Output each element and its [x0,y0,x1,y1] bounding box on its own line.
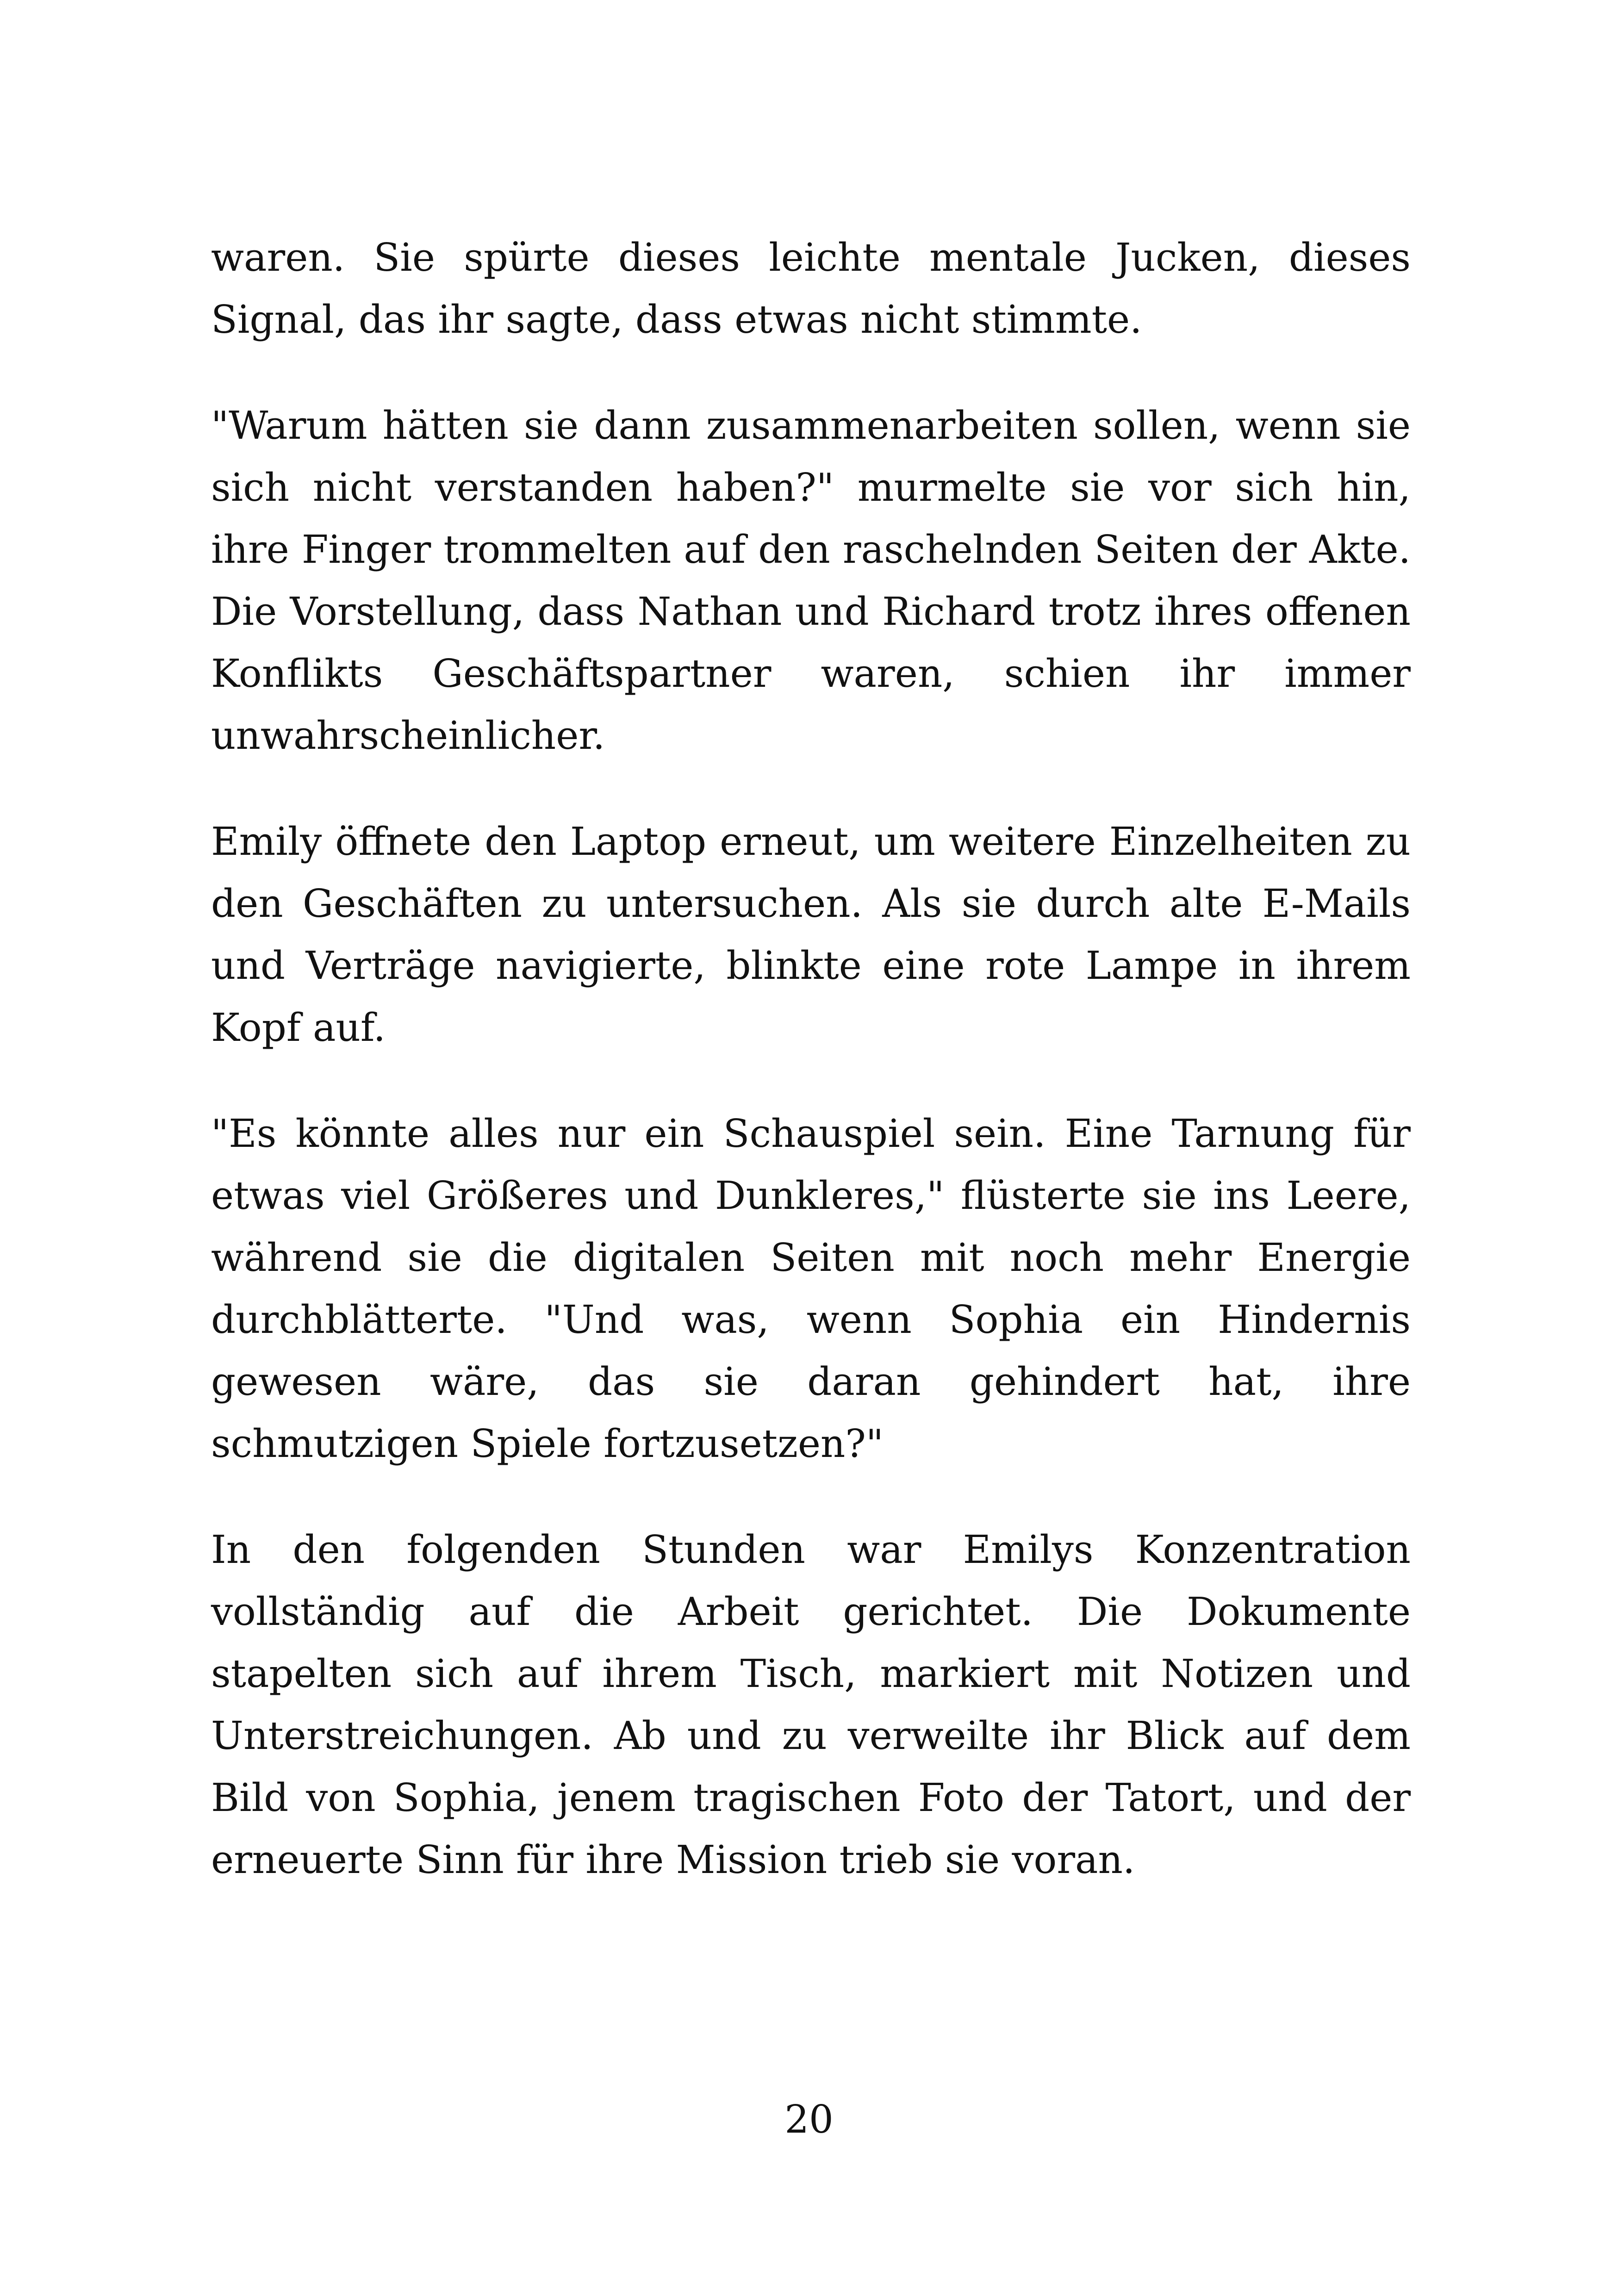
page-number: 20 [784,2097,834,2142]
paragraph: In den folgenden Stunden war Emilys Konzentration vollständig auf die Arbeit gerichtet. Die Dokumente stapelten sich auf ihrem Tisch, markiert mit Notizen und Unterstreichungen. Ab und zu verweilte ihr Blick auf dem Bild von Sophia, jenem tragischen Foto der Tatort, und der erneuerte Sinn für ihre Mission trieb sie voran. [211,1527,1411,1882]
paragraph: waren. Sie spürte dieses leichte mentale Jucken, dieses Signal, das ihr sagte, dass etwas nicht stimmte. [211,235,1411,342]
paragraph: "Warum hätten sie dann zusammenarbeiten sollen, wenn sie sich nicht verstanden haben?" murmelte sie vor sich hin, ihre Finger trommelten auf den raschelnden Seiten der Akte. Die Vorstellung, dass Nathan und Richard trotz ihres offenen Konflikts Geschäftspartner waren, schien ihr immer unwahrscheinlicher. [211,403,1411,758]
paragraph: Emily öffnete den Laptop erneut, um weitere Einzelheiten zu den Geschäften zu untersuchen. Als sie durch alte E-Mails und Verträge navigierte, blinkte eine rote Lampe in ihrem Kopf auf. [211,819,1411,1050]
body-text [211,227,1411,1891]
paragraph: "Es könnte alles nur ein Schauspiel sein. Eine Tarnung für etwas viel Größeres und Dunkleres," flüsterte sie ins Leere, während sie die digitalen Seiten mit noch mehr Energie durchblätterte. "Und was, wenn Sophia ein Hindernis gewesen wäre, das sie daran gehindert hat, ihre schmutzigen Spiele fortzusetzen?" [211,1111,1411,1466]
